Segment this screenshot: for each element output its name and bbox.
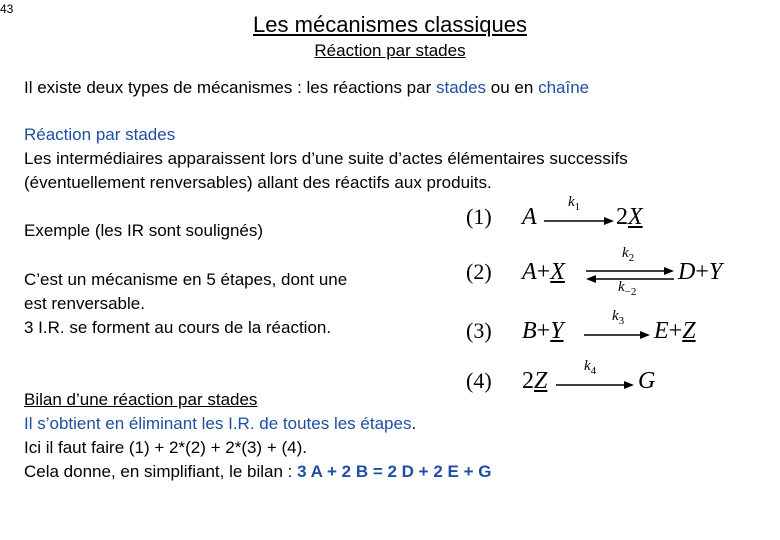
bilan-calc: Ici il faut faire (1) + 2*(2) + 2*(3) + (4). [24,438,307,457]
keyword-chaine: chaîne [538,78,590,97]
page-subtitle: Réaction par stades [314,41,466,60]
equation-2-label: (2) [466,259,492,284]
equation-4-label: (4) [466,368,492,393]
equation-2: (2) A+X $k_2$ $k_{-2}$ D+Y [466,245,723,298]
forward-arrow-icon [582,324,652,344]
section-text-line1: Les intermédiaires apparaissent lors d’une suite d’actes élémentaires successifs [24,149,628,168]
page-number: 43 [0,2,14,16]
forward-arrow-icon [542,210,616,230]
equation-1-label: (1) [466,204,492,229]
section-text-line2: (éventuellement renversables) allant des réactifs aux produits. [24,173,492,192]
page-title: Les mécanismes classiques [253,12,527,37]
description-line1: C’est un mécanisme en 5 étapes, dont une [24,270,348,289]
equation-3: (3) B+Y $k_3$ E+Z [466,308,696,344]
forward-arrow-icon [554,374,636,394]
description-line3: 3 I.R. se forment au cours de la réaction. [24,318,332,337]
rate-constant-k-minus2: $k_{-2}$ [618,279,637,298]
rate-constant-k3: $k_3$ [612,308,625,327]
keyword-stades: stades [435,78,487,97]
rate-constant-k1: $k_1$ [568,194,581,213]
description-line2: est renversable. [24,294,145,313]
bilan-heading: Bilan d’une réaction par stades [24,390,258,409]
bilan-rule: Il s’obtient en éliminant les I.R. de toutes les étapes. [24,414,417,433]
example-label: Exemple (les IR sont soulignés) [24,221,264,240]
intro-paragraph: Il existe deux types de mécanismes : les réactions par stades ou en chaîne [24,78,590,97]
bilan-equation: 3 A + 2 B = 2 D + 2 E + G [297,462,492,481]
equation-3-label: (3) [466,318,492,343]
equation-4: (4) 2Z $k_4$ G [466,358,656,394]
equation-1: (1) A $k_1$ 2X [466,194,643,230]
rate-constant-k4: $k_4$ [584,358,597,377]
section-heading: Réaction par stades [24,125,176,144]
rate-constant-k2: $k_2$ [622,245,635,264]
bilan-result: Cela donne, en simplifiant, le bilan : 3 A + 2 B = 2 D + 2 E + G [24,462,492,481]
